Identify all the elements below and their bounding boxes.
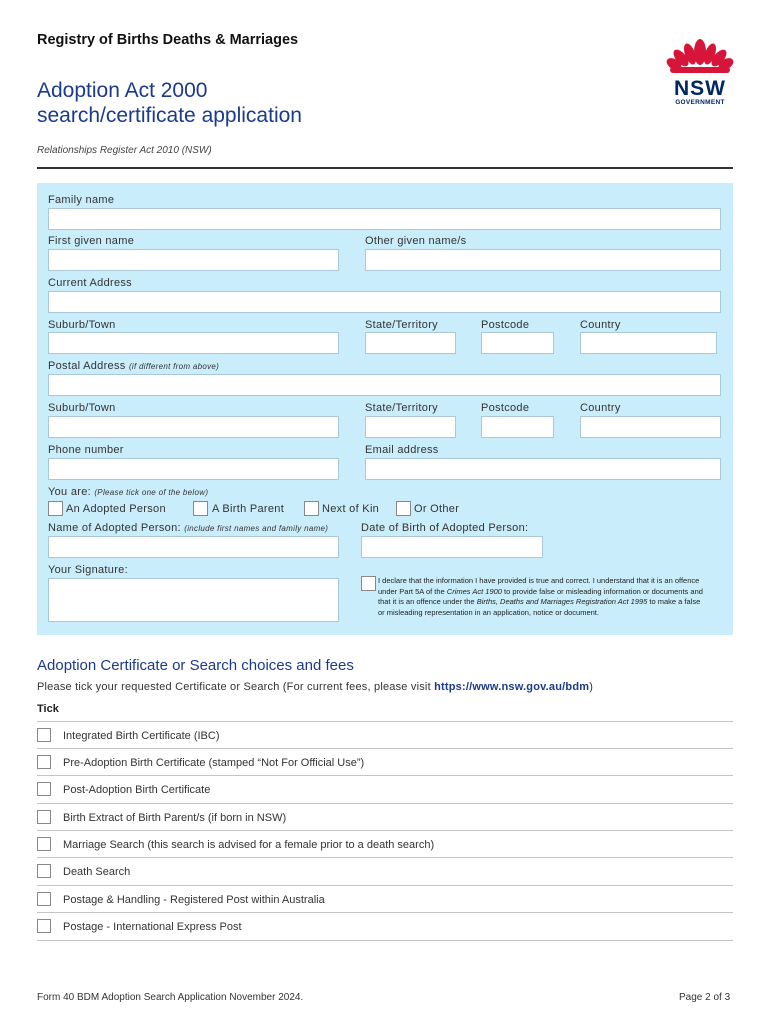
declaration-checkbox[interactable]	[361, 576, 376, 591]
page-title: Adoption Act 2000 search/certificate application	[37, 79, 302, 127]
family-name-input[interactable]	[48, 208, 721, 230]
other-given-names-label: Other given name/s	[365, 235, 467, 247]
signature-box[interactable]	[48, 578, 339, 622]
country-label: Country	[580, 319, 621, 331]
nsw-logo	[666, 32, 734, 106]
adopted-person-name-label: Name of Adopted Person: (include first names and family name)	[48, 522, 329, 534]
bdm-website-link[interactable]: https://www.nsw.gov.au/bdm	[434, 681, 590, 693]
postal-address-input[interactable]	[48, 374, 721, 396]
dob-adopted-person-input[interactable]	[361, 536, 543, 558]
choice-row	[37, 803, 733, 831]
choice-checkbox[interactable]	[37, 837, 51, 851]
suburb-town-input[interactable]	[48, 332, 339, 354]
email-address-input[interactable]	[365, 458, 721, 480]
choice-row	[37, 857, 733, 885]
current-address-input[interactable]	[48, 291, 721, 313]
postal-state-territory-label: State/Territory	[365, 402, 438, 414]
other-given-names-input[interactable]	[365, 249, 721, 271]
header-divider	[37, 167, 733, 169]
first-given-name-input[interactable]	[48, 249, 339, 271]
tick-column-header: Tick	[37, 703, 59, 715]
choice-label: Postage & Handling - Registered Post within Australia	[63, 894, 325, 906]
logo-government-text: GOVERNMENT	[675, 99, 725, 106]
state-territory-label: State/Territory	[365, 319, 438, 331]
choice-label: Postage - International Express Post	[63, 921, 242, 933]
you-are-note: (Please tick one of the below)	[94, 488, 209, 497]
choice-checkbox[interactable]	[37, 810, 51, 824]
choice-row	[37, 830, 733, 858]
dob-adopted-person-label: Date of Birth of Adopted Person:	[361, 522, 529, 534]
choice-row	[37, 912, 733, 941]
phone-number-label: Phone number	[48, 444, 124, 456]
choice-label: Pre-Adoption Birth Certificate (stamped “Not For Official Use”)	[63, 757, 365, 769]
or-other-option-label: Or Other	[414, 503, 460, 515]
postal-address-note: (if different from above)	[128, 362, 220, 371]
postcode-input[interactable]	[481, 332, 554, 354]
email-address-label: Email address	[365, 444, 439, 456]
postal-country-input[interactable]	[580, 416, 721, 438]
choice-checkbox[interactable]	[37, 864, 51, 878]
state-territory-input[interactable]	[365, 332, 456, 354]
country-input[interactable]	[580, 332, 717, 354]
postal-address-label: Postal Address (if different from above)	[48, 360, 220, 372]
choice-checkbox[interactable]	[37, 782, 51, 796]
birth-parent-checkbox[interactable]	[193, 501, 208, 516]
choice-label: Post-Adoption Birth Certificate	[63, 784, 211, 796]
choice-label: Death Search	[63, 866, 131, 878]
declaration-text: I declare that the information I have provided is true and correct. I understand that it is an offence under Part 5A of the Crimes Act 1900 to provide false or misleading information or documents and that it is an offence under the Births, Deaths and Marriages Registration Act 1995 to make a false or misleading representation in an application, notice or document.	[378, 576, 703, 617]
adopted-person-name-input[interactable]	[48, 536, 339, 558]
waratah-icon	[666, 32, 734, 74]
adopted-person-option-label: An Adopted Person	[66, 503, 166, 515]
choices-heading: Adoption Certificate or Search choices and fees	[37, 657, 354, 674]
page-number: Page 2 of 3	[679, 992, 731, 1003]
choice-checkbox[interactable]	[37, 755, 51, 769]
next-of-kin-option-label: Next of Kin	[322, 503, 380, 515]
choice-row	[37, 885, 733, 913]
adopted-person-name-note: (include first names and family name)	[184, 524, 329, 533]
family-name-label: Family name	[48, 194, 115, 206]
postal-postcode-input[interactable]	[481, 416, 554, 438]
next-of-kin-checkbox[interactable]	[304, 501, 319, 516]
choice-row	[37, 721, 733, 749]
postal-state-territory-input[interactable]	[365, 416, 456, 438]
choice-checkbox[interactable]	[37, 728, 51, 742]
choice-row	[37, 748, 733, 776]
or-other-checkbox[interactable]	[396, 501, 411, 516]
first-given-name-label: First given name	[48, 235, 135, 247]
choice-checkbox[interactable]	[37, 892, 51, 906]
choice-checkbox[interactable]	[37, 919, 51, 933]
postcode-label: Postcode	[481, 319, 530, 331]
signature-label: Your Signature:	[48, 564, 128, 576]
choice-row	[37, 775, 733, 803]
choice-label: Birth Extract of Birth Parent/s (if born in NSW)	[63, 812, 287, 824]
you-are-label: You are: (Please tick one of the below)	[48, 486, 209, 498]
birth-parent-option-label: A Birth Parent	[212, 503, 285, 515]
postal-postcode-label: Postcode	[481, 402, 530, 414]
act-subtitle: Relationships Register Act 2010 (NSW)	[37, 145, 212, 156]
suburb-town-label: Suburb/Town	[48, 319, 116, 331]
choices-instruction: Please tick your requested Certificate or Search (For current fees, please visit https://www.nsw.gov.au/bdm)	[37, 681, 594, 693]
phone-number-input[interactable]	[48, 458, 339, 480]
choice-label: Marriage Search (this search is advised for a female prior to a death search)	[63, 839, 435, 851]
postal-suburb-town-label: Suburb/Town	[48, 402, 116, 414]
form-reference: Form 40 BDM Adoption Search Application November 2024.	[37, 992, 304, 1003]
postal-suburb-town-input[interactable]	[48, 416, 339, 438]
logo-nsw-text: NSW	[674, 77, 726, 100]
registry-heading: Registry of Births Deaths & Marriages	[37, 32, 299, 48]
choice-label: Integrated Birth Certificate (IBC)	[63, 730, 220, 742]
adopted-person-checkbox[interactable]	[48, 501, 63, 516]
postal-country-label: Country	[580, 402, 621, 414]
current-address-label: Current Address	[48, 277, 132, 289]
